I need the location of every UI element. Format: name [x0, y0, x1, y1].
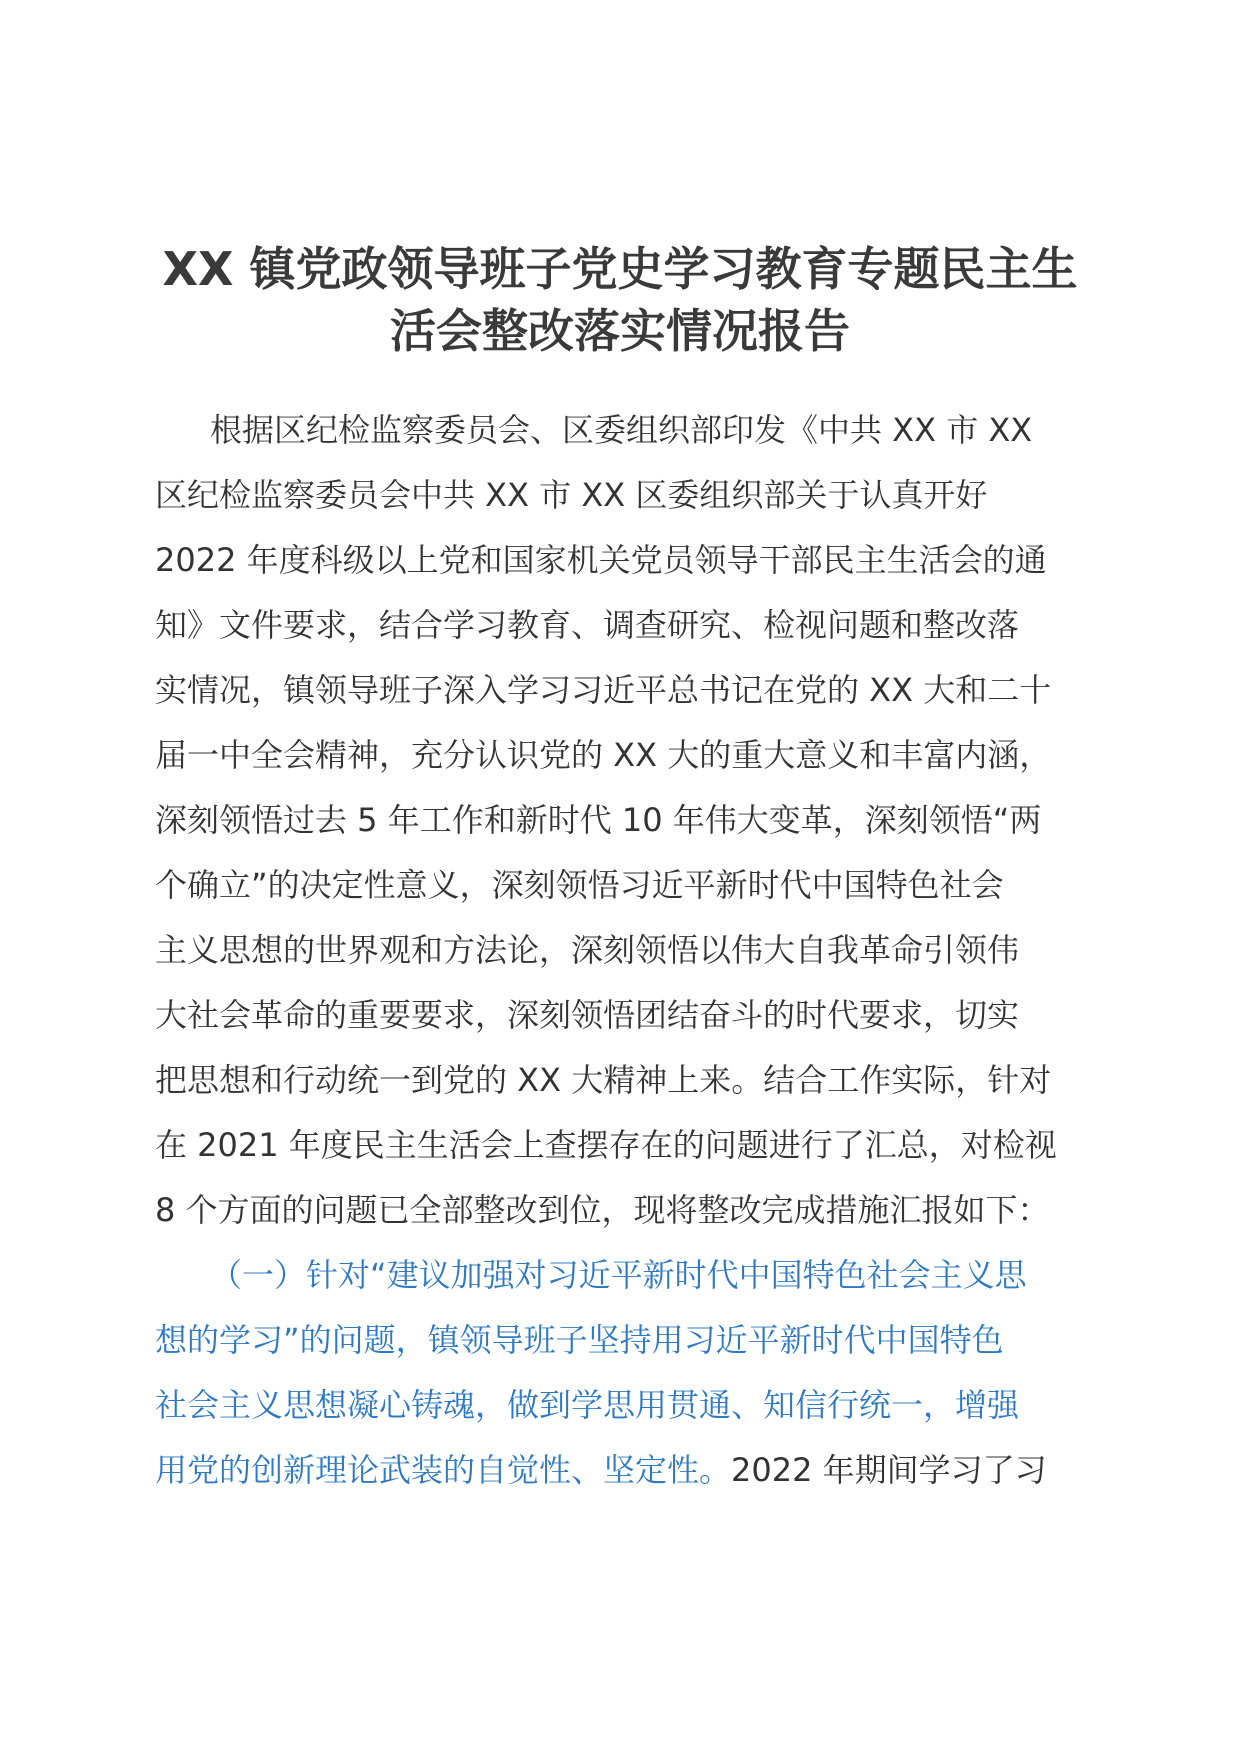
intro-line-12: 在 2021 年度民主生活会上查摆存在的问题进行了汇总，对检视 [155, 1126, 1057, 1164]
document-title [150, 238, 1090, 362]
intro-line-10: 大社会革命的重要要求，深刻领悟团结奋斗的时代要求，切实 [155, 996, 1020, 1034]
section-one-last-plain: 2022 年期间学习了习 [731, 1451, 1047, 1489]
section-one-line-3: 社会主义思想凝心铸魂，做到学思用贯通、知信行统一，增强 [155, 1386, 1020, 1424]
intro-line-9: 主义思想的世界观和方法论，深刻领悟以伟大自我革命引领伟 [155, 931, 1020, 969]
section-one-line-4 [155, 1438, 1100, 1503]
intro-line-13: 8 个方面的问题已全部整改到位，现将整改完成措施汇报如下： [155, 1191, 1050, 1229]
section-one-line-1: （一）针对“建议加强对习近平新时代中国特色社会主义思 [210, 1256, 1027, 1294]
intro-line-5: 实情况，镇领导班子深入学习习近平总书记在党的 XX 大和二十 [155, 671, 1052, 709]
intro-line-6: 届一中全会精神，充分认识党的 XX 大的重大意义和丰富内涵， [155, 736, 1052, 774]
title-line-1: XX 镇党政领导班子党史学习教育专题民主生 [162, 242, 1078, 296]
document-body [155, 398, 1100, 1503]
intro-line-4: 知》文件要求，结合学习教育、调查研究、检视问题和整改落 [155, 606, 1020, 644]
intro-line-7: 深刻领悟过去 5 年工作和新时代 10 年伟大变革，深刻领悟“两 [155, 801, 1042, 839]
section-one-line-2: 想的学习”的问题，镇领导班子坚持用习近平新时代中国特色 [155, 1321, 1004, 1359]
intro-line-1: 根据区纪检监察委员会、区委组织部印发《中共 XX 市 XX [210, 411, 1033, 449]
intro-line-2: 区纪检监察委员会中共 XX 市 XX 区委组织部关于认真开好 [155, 476, 988, 514]
intro-line-3: 2022 年度科级以上党和国家机关党员领导干部民主生活会的通 [155, 541, 1047, 579]
intro-line-8: 个确立”的决定性意义，深刻领悟习近平新时代中国特色社会 [155, 866, 1004, 904]
intro-line-11: 把思想和行动统一到党的 XX 大精神上来。结合工作实际，针对 [155, 1061, 1052, 1099]
section-one-last-highlight: 用党的创新理论武装的自觉性、坚定性。 [155, 1451, 732, 1489]
title-line-2: 活会整改落实情况报告 [390, 304, 850, 358]
